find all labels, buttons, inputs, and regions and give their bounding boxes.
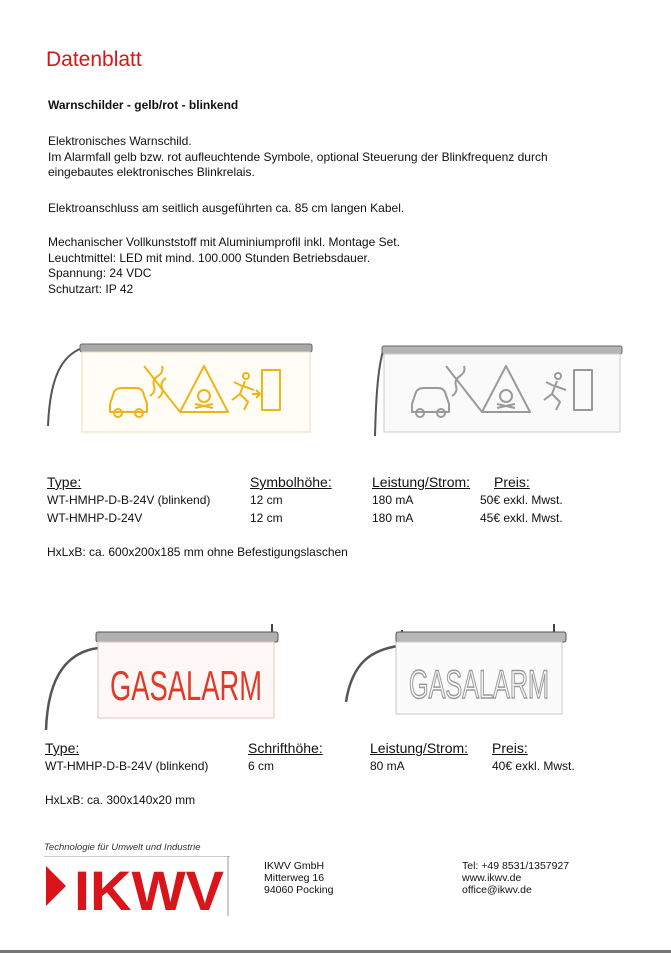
address-line: IKWV GmbH: [264, 860, 325, 872]
address-line: Mitterweg 16: [264, 872, 325, 884]
header-price: Preis:: [492, 740, 528, 756]
gasalarm-sign-red-image: [40, 622, 285, 732]
description-line: eingebautes elektronisches Blinkrelais.: [48, 165, 255, 179]
gasalarm-sign-text: GASALARM: [409, 663, 549, 707]
header-font-height: Schrifthöhe:: [248, 740, 323, 756]
address-line: 94060 Pocking: [264, 884, 334, 896]
spec-line: Spannung: 24 VDC: [48, 266, 152, 280]
table-cell: 50€ exkl. Mwst.: [480, 493, 563, 507]
spec-line: Schutzart: IP 42: [48, 281, 134, 296]
header-power: Leistung/Strom:: [372, 474, 471, 490]
table-cell: 6 cm: [248, 759, 275, 773]
description-line: Im Alarmfall gelb bzw. rot aufleuchtende Symbole, optional Steuerung der Blinkfrequenz durch: [48, 149, 548, 164]
table-cell: 80 mA: [370, 759, 405, 773]
table-cell: 45€ exkl. Mwst.: [480, 511, 563, 525]
company-contact: [462, 860, 569, 896]
specs-paragraph: [48, 235, 648, 297]
phone-line: Tel: +49 8531/1357927: [462, 860, 570, 872]
dimensions-1: HxLxB: ca. 600x200x185 mm ohne Befestigungslaschen: [47, 545, 348, 559]
connection-paragraph: [48, 201, 648, 217]
logo-text: IKWV: [74, 859, 224, 916]
table-cell: WT-HMHP-D-B-24V (blinkend): [45, 759, 209, 773]
company-address: [264, 860, 333, 896]
warning-sign-gray-image: [372, 336, 634, 436]
table-cell: 180 mA: [372, 493, 414, 507]
page-title: Datenblatt: [46, 48, 142, 71]
table-cell: 180 mA: [372, 511, 414, 525]
spec-line: Leuchtmittel: LED mit mind. 100.000 Stunden Betriebsdauer.: [48, 250, 371, 265]
table-cell: 12 cm: [250, 511, 283, 525]
company-tagline: Technologie für Umwelt und Industrie: [44, 842, 201, 853]
header-type: Type:: [47, 474, 82, 490]
product-subtitle: Warnschilder - gelb/rot - blinkend: [48, 98, 239, 112]
table-cell: 40€ exkl. Mwst.: [492, 759, 575, 773]
dimensions-2: HxLxB: ca. 300x140x20 mm: [45, 793, 196, 807]
description-line: Elektronisches Warnschild.: [48, 134, 192, 148]
description-paragraph: [48, 134, 648, 181]
connection-line: Elektroanschluss am seitlich ausgeführten ca. 85 cm langen Kabel.: [48, 201, 405, 215]
company-logo-block: [44, 842, 230, 916]
gasalarm-sign-gray-image: [342, 622, 572, 722]
table-cell: WT-HMHP-D-24V: [47, 511, 143, 525]
website-link[interactable]: www.ikwv.de: [462, 872, 522, 884]
header-power: Leistung/Strom:: [370, 740, 469, 756]
table-cell: 12 cm: [250, 493, 283, 507]
header-type: Type:: [45, 740, 80, 756]
gasalarm-sign-text: GASALARM: [110, 662, 262, 709]
header-symbol-height: Symbolhöhe:: [250, 474, 332, 490]
email-link[interactable]: office@ikwv.de: [462, 884, 532, 896]
table-cell: WT-HMHP-D-B-24V (blinkend): [47, 493, 211, 507]
spec-line: Mechanischer Vollkunststoff mit Aluminiumprofil inkl. Montage Set.: [48, 235, 400, 249]
warning-sign-yellow-image: [40, 336, 320, 436]
ikwv-logo: [44, 856, 230, 916]
header-price: Preis:: [494, 474, 530, 490]
